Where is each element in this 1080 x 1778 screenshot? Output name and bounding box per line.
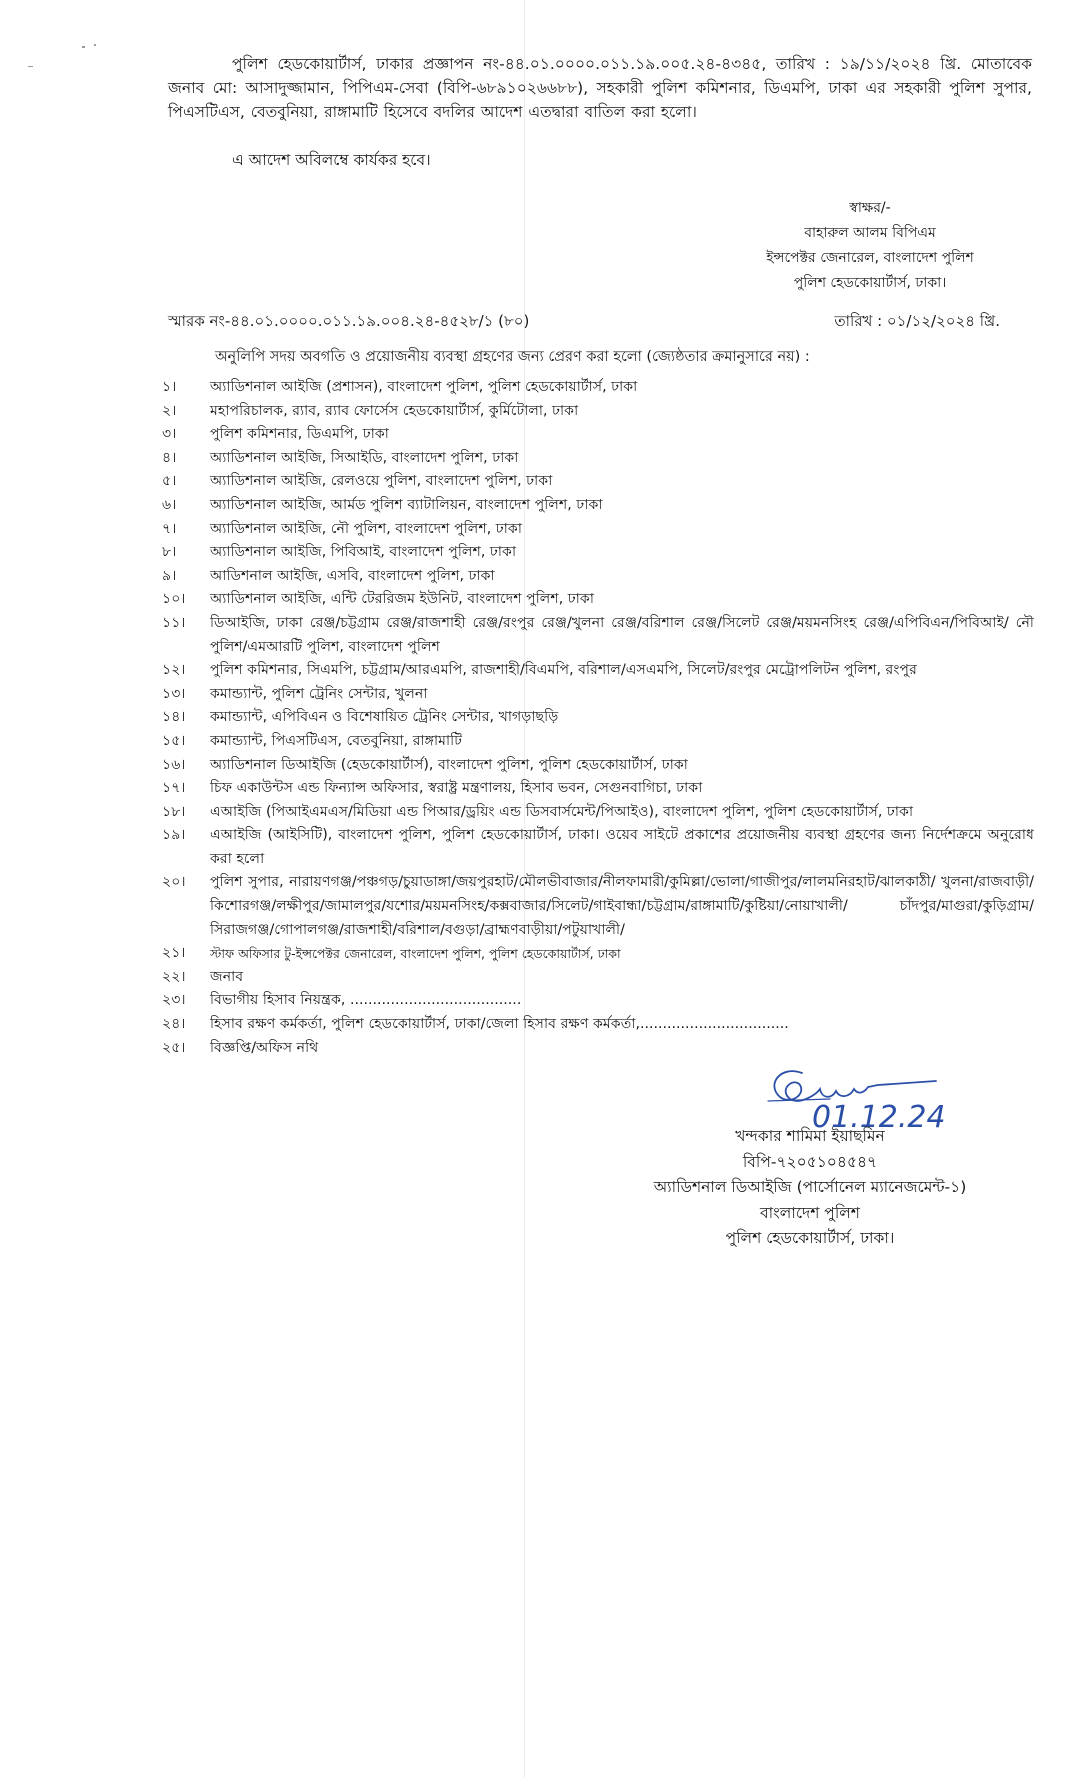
memo-date: তারিখ : ০১/১২/২০২৪ খ্রি. — [834, 312, 1000, 330]
distribution-item-text: অ্যাডিশনাল আইজি (প্রশাসন), বাংলাদেশ পুলিশ, পুলিশ হেডকোয়ার্টার্স, ঢাকা — [210, 379, 638, 395]
distribution-item-number: ১২। — [162, 662, 186, 679]
distribution-item-number: ১৭। — [162, 780, 186, 797]
distribution-item-text: অ্যাডিশনাল আইজি, পিবিআই, বাংলাদেশ পুলিশ, ঢাকা — [210, 544, 517, 561]
distribution-item-number: ১। — [162, 379, 177, 395]
distribution-item-number: ২১। — [162, 945, 186, 962]
distribution-item-number: ১৬। — [162, 756, 186, 773]
distribution-item — [162, 659, 1034, 683]
distribution-item-text: বিভাগীয় হিসাব নিয়ন্ত্রক, ...................................... — [210, 992, 522, 1009]
distribution-item-number: ৪। — [162, 449, 177, 466]
distribution-item — [162, 588, 1034, 612]
signatory2-bp-number: বিপি-৭২০৫১০৪৫৪৭ — [742, 1152, 878, 1171]
distribution-item — [162, 989, 1034, 1013]
distribution-item — [162, 777, 1034, 801]
distribution-list — [162, 376, 1034, 1060]
distribution-item-number: ৫। — [162, 473, 177, 490]
distribution-item-number: ১০। — [162, 591, 186, 608]
distribution-item — [162, 1013, 1034, 1037]
distribution-item-text: কমান্ড্যান্ট, এপিবিএন ও বিশেষায়িত ট্রেনিং সেন্টার, খাগড়াছড়ি — [210, 709, 559, 726]
scan-speck — [94, 44, 96, 46]
distribution-item — [162, 470, 1034, 494]
distribution-item — [162, 706, 1034, 730]
distribution-item-number: ৭। — [162, 520, 177, 537]
signed-mark: স্বাক্ষর/- — [849, 200, 891, 216]
distribution-item — [162, 447, 1034, 471]
distribution-item-text: অ্যাডিশনাল আইজি, রেলওয়ে পুলিশ, বাংলাদেশ পুলিশ, ঢাকা — [210, 473, 553, 490]
distribution-item-text: পুলিশ কমিশনার, ডিএমপি, ঢাকা — [210, 426, 389, 443]
distribution-item-text: পুলিশ কমিশনার, সিএমপি, চট্টগ্রাম/আরএমপি, রাজশাহী/বিএমপি, বরিশাল/এসএমপি, সিলেট/রংপুর মেট্রোপলিটন পুলিশ, রংপুর — [210, 662, 917, 679]
distribution-item-text: স্টাফ অফিসার টু-ইন্সপেক্টর জেনারেল, বাংলাদেশ পুলিশ, পুলিশ হেডকোয়ার্টার্স, ঢাকা — [210, 946, 621, 962]
distribution-item-text: অ্যাডিশনাল ডিআইজি (হেডকোয়ার্টার্স), বাংলাদেশ পুলিশ, পুলিশ হেডকোয়ার্টার্স, ঢাকা — [210, 756, 688, 773]
distribution-item-text: আডিশনাল আইজি, এসবি, বাংলাদেশ পুলিশ, ঢাকা — [210, 567, 495, 584]
signatory-adig-block — [620, 1124, 1000, 1252]
distribution-item-text: এআইজি (পিআইএমএস/মিডিয়া এন্ড পিআর/ড্রয়িং এন্ড ডিসবার্সমেন্ট/পিআইও), বাংলাদেশ পুলিশ, পুলিশ হেডকোয়ার্টার্স, ঢাকা — [210, 803, 914, 820]
distribution-item-text: কমান্ড্যান্ট, পিএসটিএস, বেতবুনিয়া, রাঙ্গামাটি — [210, 732, 462, 749]
distribution-item — [162, 730, 1034, 754]
distribution-item — [162, 754, 1034, 778]
distribution-item-text: অ্যাডিশনাল আইজি, নৌ পুলিশ, বাংলাদেশ পুলিশ, ঢাকা — [210, 520, 522, 537]
distribution-item — [162, 612, 1034, 659]
signatory2-organization: বাংলাদেশ পুলিশ — [760, 1203, 860, 1222]
distribution-item-number: ২২। — [162, 968, 186, 985]
distribution-item-number: ১৪। — [162, 709, 186, 726]
signatory-office: পুলিশ হেডকোয়ার্টার্স, ঢাকা। — [793, 275, 947, 291]
distribution-item — [162, 966, 1034, 990]
distribution-item — [162, 824, 1034, 871]
handwritten-date: 01.12.24 — [812, 1100, 946, 1135]
distribution-item-text: বিজ্ঞপ্তি/অফিস নথি — [210, 1039, 319, 1056]
distribution-item-number: ১৮। — [162, 803, 186, 820]
memo-number: স্মারক নং-৪৪.০১.০০০০.০১১.১৯.০০৪.২৪-৪৫২৮/১ (৮০) — [168, 312, 530, 330]
distribution-item-text: হিসাব রক্ষণ কর্মকর্তা, পুলিশ হেডকোয়ার্টার্স, ঢাকা/জেলা হিসাব রক্ষণ কর্মকর্তা,................................. — [210, 1016, 789, 1033]
distribution-item-text: কমান্ড্যান্ট, পুলিশ ট্রেনিং সেন্টার, খুলনা — [210, 685, 428, 702]
handwritten-signature — [760, 1055, 960, 1135]
distribution-item — [162, 565, 1034, 589]
distribution-item-text: ডিআইজি, ঢাকা রেঞ্জ/চট্টগ্রাম রেঞ্জ/রাজশাহী রেঞ্জ/রংপুর রেঞ্জ/খুলনা রেঞ্জ/বরিশাল রেঞ্জ/সিলেট রেঞ্জ/ময়মনসিংহ রেঞ্জ/এপিবিএন/পিবিআই/ নৌ পুলিশ/এমআরটি পুলিশ, বাংলাদেশ পুলিশ — [210, 614, 1034, 655]
signatory2-designation: অ্যাডিশনাল ডিআইজি (পার্সোনেল ম্যানেজমেন্ট-১) — [653, 1178, 967, 1197]
distribution-item-text: অ্যাডিশনাল আইজি, এন্টি টেররিজম ইউনিট, বাংলাদেশ পুলিশ, ঢাকা — [210, 591, 594, 608]
distribution-item-number: ২৪। — [162, 1016, 186, 1033]
signatory-designation: ইন্সপেক্টর জেনারেল, বাংলাদেশ পুলিশ — [766, 250, 974, 266]
distribution-item-number: ২০। — [162, 874, 186, 891]
distribution-item-number: ১৯। — [162, 827, 186, 844]
copy-intro: অনুলিপি সদয় অবগতি ও প্রয়োজনীয় ব্যবস্থা গ্রহণের জন্য প্রেরণ করা হলো (জ্যেষ্ঠতার ক্রমানুসারে নয়) : — [215, 349, 810, 365]
distribution-item — [162, 871, 1034, 942]
distribution-item — [162, 683, 1034, 707]
distribution-item-number: ২। — [162, 402, 177, 419]
signatory-igp-block — [760, 196, 980, 296]
distribution-item-number: ১১। — [162, 614, 186, 631]
distribution-item — [162, 400, 1034, 424]
distribution-item-text: মহাপরিচালক, র‍্যাব, র‍্যাব ফোর্সেস হেডকোয়ার্টার্স, কুর্মিটোলা, ঢাকা — [210, 402, 579, 419]
distribution-item-text: অ্যাডিশনাল আইজি, সিআইডি, বাংলাদেশ পুলিশ, ঢাকা — [210, 449, 519, 466]
distribution-item-number: ৯। — [162, 567, 177, 584]
signatory2-name: খন্দকার শামিমা ইয়াছমিন — [735, 1127, 885, 1145]
order-paragraph: পুলিশ হেডকোয়ার্টার্স, ঢাকার প্রজ্ঞাপন নং-৪৪.০১.০০০০.০১১.১৯.০০৫.২৪-৪৩৪৫, তারিখ : ১৯/১১/২০২৪ খ্রি. মোতাবেক জনাব মো: আসাদুজ্জামান, পিপিএম-সেবা (বিপি-৬৮৯১০২৬৬৮৮), সহকারী পুলিশ কমিশনার, ডিএমপি, ঢাকা এর সহকারী পুলিশ সুপার, পিএসটিএস, বেতবুনিয়া, রাঙ্গামাটি হিসেবে বদলির আদেশ এতদ্বারা বাতিল করা হলো। — [168, 55, 1032, 121]
distribution-item — [162, 541, 1034, 565]
distribution-item-number: ২৩। — [162, 992, 186, 1009]
distribution-item — [162, 423, 1034, 447]
distribution-item — [162, 494, 1034, 518]
distribution-item — [162, 376, 1034, 400]
signatory2-office: পুলিশ হেডকোয়ার্টার্স, ঢাকা। — [725, 1229, 895, 1248]
distribution-item-number: ৬। — [162, 496, 177, 513]
distribution-item-text: এআইজি (আইসিটি), বাংলাদেশ পুলিশ, পুলিশ হেডকোয়ার্টার্স, ঢাকা। ওয়েব সাইটে প্রকাশের প্রয়োজনীয় ব্যবস্থা গ্রহণের জন্য নির্দেশক্রমে অনুরোধ করা হলো — [210, 827, 1034, 867]
distribution-item-text: চিফ একাউন্টস এন্ড ফিন্যান্স অফিসার, স্বরাষ্ট্র মন্ত্রণালয়, হিসাব ভবন, সেগুনবাগিচা, ঢাকা — [210, 780, 703, 797]
scan-speck — [82, 46, 85, 48]
distribution-item-number: ৮। — [162, 544, 177, 561]
distribution-item — [162, 518, 1034, 542]
scan-speck — [28, 66, 33, 67]
distribution-item — [162, 801, 1034, 825]
signatory-name: বাহারুল আলম বিপিএম — [804, 225, 936, 241]
distribution-item-number: ৩। — [162, 426, 177, 443]
distribution-item-text: অ্যাডিশনাল আইজি, আর্মড পুলিশ ব্যাটালিয়ন, বাংলাদেশ পুলিশ, ঢাকা — [210, 496, 603, 513]
distribution-item — [162, 942, 1034, 966]
distribution-item-text: জনাব — [210, 968, 244, 985]
distribution-item-text: পুলিশ সুপার, নারায়ণগঞ্জ/পঞ্চগড়/চুয়াডাঙ্গা/জয়পুরহাট/মৌলভীবাজার/নীলফামারী/কুমিল্লা/ভোলা/গাজীপুর/লালমনিরহাট/ঝালকাঠী/ খুলনা/রাজবাড়ী/কিশোরগঞ্জ/লক্ষীপুর/জামালপুর/যশোর/ময়মনসিংহ/কক্সবাজার/সিলেট/গাইবান্ধা/চট্টগ্রাম/রাঙ্গামাটি/কুষ্টিয়া/নোয়াখালী/ চাঁদপুর/মাগুরা/কুড়িগ্রাম/সিরাজগঞ্জ/গোপালগঞ্জ/রাজশাহী/বরিশাল/বগুড়া/ব্রাহ্মণবাড়ীয়া/পটুয়াখালী/ — [210, 874, 1034, 938]
distribution-item-number: ১৫। — [162, 732, 186, 749]
distribution-item-number: ২৫। — [162, 1039, 186, 1056]
effect-line: এ আদেশ অবিলম্বে কার্যকর হবে। — [232, 151, 431, 169]
distribution-item-number: ১৩। — [162, 685, 186, 702]
